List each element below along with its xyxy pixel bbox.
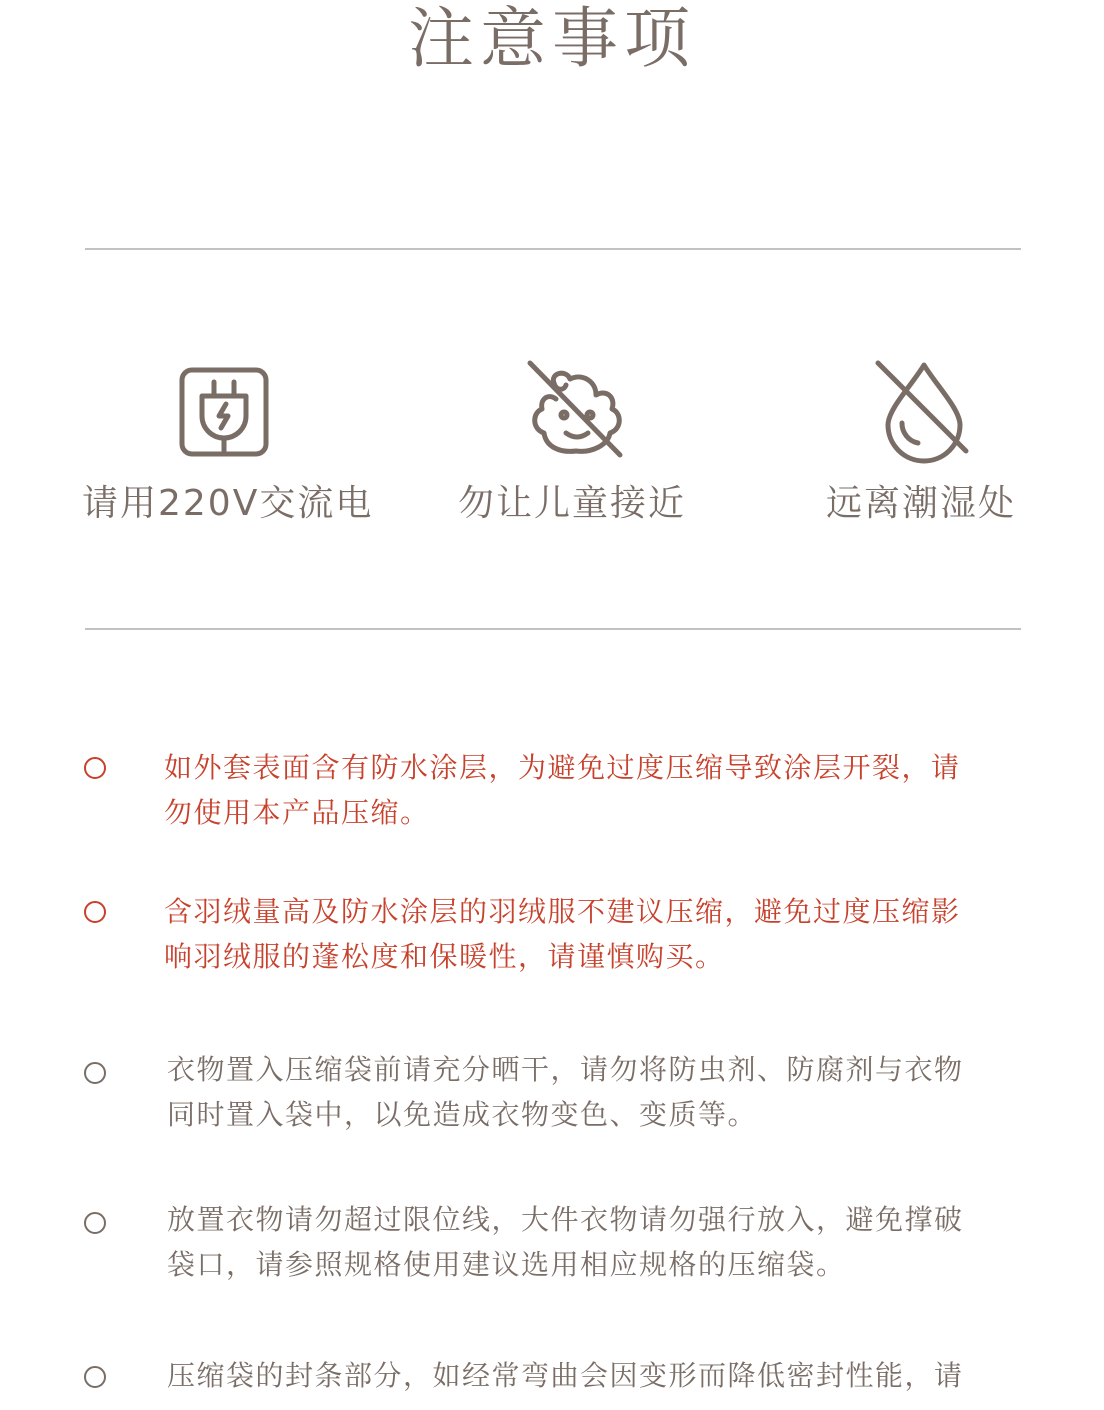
- note-item: 放置衣物请勿超过限位线，大件衣物请勿强行放入，避免撑破 袋口，请参照规格使用建议选用相应规格的压缩袋。: [167, 1203, 964, 1281]
- no-children-icon: [520, 355, 630, 465]
- bottom-divider: [85, 628, 1021, 630]
- bullet-circle-icon: [84, 757, 106, 779]
- note-item: 压缩袋的封条部分，如经常弯曲会因变形而降低密封性能，请: [167, 1359, 964, 1392]
- note-item: 如外套表面含有防水涂层，为避免过度压缩导致涂层开裂，请 勿使用本产品压缩。: [164, 751, 961, 829]
- bullet-circle-icon: [84, 1062, 106, 1084]
- bullet-circle-icon: [84, 1212, 106, 1234]
- icon-label-children: 勿让儿童接近: [458, 483, 687, 524]
- note-item: 含羽绒量高及防水涂层的羽绒服不建议压缩，避免过度压缩影 响羽绒服的蓬松度和保暖性，请谨慎购买。: [164, 895, 961, 973]
- power-plug-icon: [168, 360, 278, 470]
- bullet-circle-icon: [84, 901, 106, 923]
- bullet-circle-icon: [84, 1366, 106, 1388]
- no-moisture-icon: [868, 355, 978, 465]
- top-divider: [85, 248, 1021, 250]
- note-item: 衣物置入压缩袋前请充分晒干，请勿将防虫剂、防腐剂与衣物 同时置入袋中，以免造成衣物变色、变质等。: [167, 1053, 964, 1131]
- icon-label-moisture: 远离潮湿处: [826, 483, 1017, 524]
- icon-label-power: 请用220V交流电: [82, 483, 374, 524]
- page-title: 注意事项: [408, 0, 696, 77]
